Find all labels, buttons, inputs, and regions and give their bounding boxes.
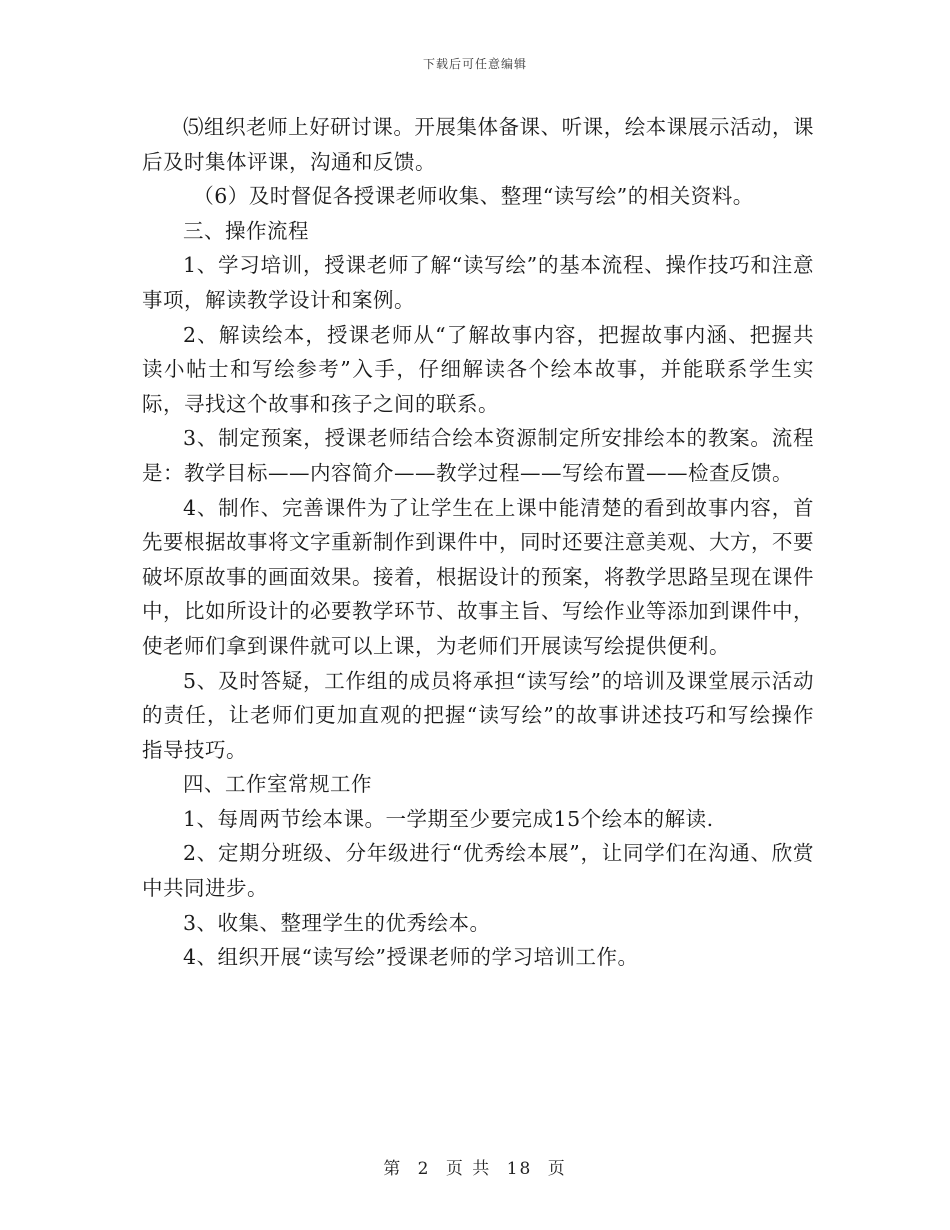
paragraph-collect-materials: （6）及时督促各授课老师收集、整理“读写绘”的相关资料。 <box>193 184 754 209</box>
paragraph-interpret-books: 2、解读绘本，授课老师从“了解故事内容，把握故事内涵、把握共读小帖士和写绘参考”入手，仔细解读各个绘本故事，并能联系学生实际，寻找这个故事和孩子之间的联系。 <box>142 322 814 416</box>
section-heading-process: 三、操作流程 <box>183 218 309 243</box>
header-note: 下载后可任意编辑 <box>422 57 527 71</box>
footer-total-pages: 18 <box>506 1159 533 1179</box>
paragraph-answer-questions: 5、及时答疑，工作组的成员将承担“读写绘”的培训及课堂展示活动的责任，让老师们更加直观的把握“读写绘”的故事讲述技巧和写绘操作指导技巧。 <box>142 668 814 762</box>
paragraph-organize-lessons: ⑸组织老师上好研讨课。开展集体备课、听课，绘本课展示活动，课后及时集体评课，沟通和反馈。 <box>142 115 814 174</box>
footer-suffix: 页 <box>547 1159 567 1179</box>
paragraph-collect-works: 3、收集、整理学生的优秀绘本。 <box>183 910 491 935</box>
section-heading-routine: 四、工作室常规工作 <box>183 772 372 797</box>
paragraph-weekly-lessons: 1、每周两节绘本课。一学期至少要完成15个绘本的解读. <box>183 806 714 831</box>
footer-prefix: 第 <box>383 1159 403 1179</box>
paragraph-courseware: 4、制作、完善课件为了让学生在上课中能清楚的看到故事内容，首先要根据故事将文字重新制作到课件中，同时还要注意美观、大方，不要破坏原故事的画面效果。接着，根据设计的预案，将教学思路呈现在课件中，比如所设计的必要教学环节、故事主旨、写绘作业等添加到课件中，使老师们拿到课件就可以上课，为老师们开展读写绘提供便利。 <box>142 495 814 658</box>
paragraph-exhibition: 2、定期分班级、分年级进行“优秀绘本展”，让同学们在沟通、欣赏中共同进步。 <box>142 841 814 901</box>
page-footer <box>0 1154 950 1179</box>
paragraph-training: 1、学习培训，授课老师了解“读写绘”的基本流程、操作技巧和注意事项，解读教学设计和案例。 <box>142 253 814 312</box>
footer-middle: 页 共 <box>445 1159 492 1179</box>
paragraph-teacher-training: 4、组织开展“读写绘”授课老师的学习培训工作。 <box>183 945 639 970</box>
footer-page-number: 2 <box>417 1159 431 1179</box>
paragraph-lesson-plan: 3、制定预案，授课老师结合绘本资源制定所安排绘本的教案。流程是：教学目标——内容简介——教学过程——写绘布置——检查反馈。 <box>142 426 814 485</box>
document-body <box>142 110 814 975</box>
